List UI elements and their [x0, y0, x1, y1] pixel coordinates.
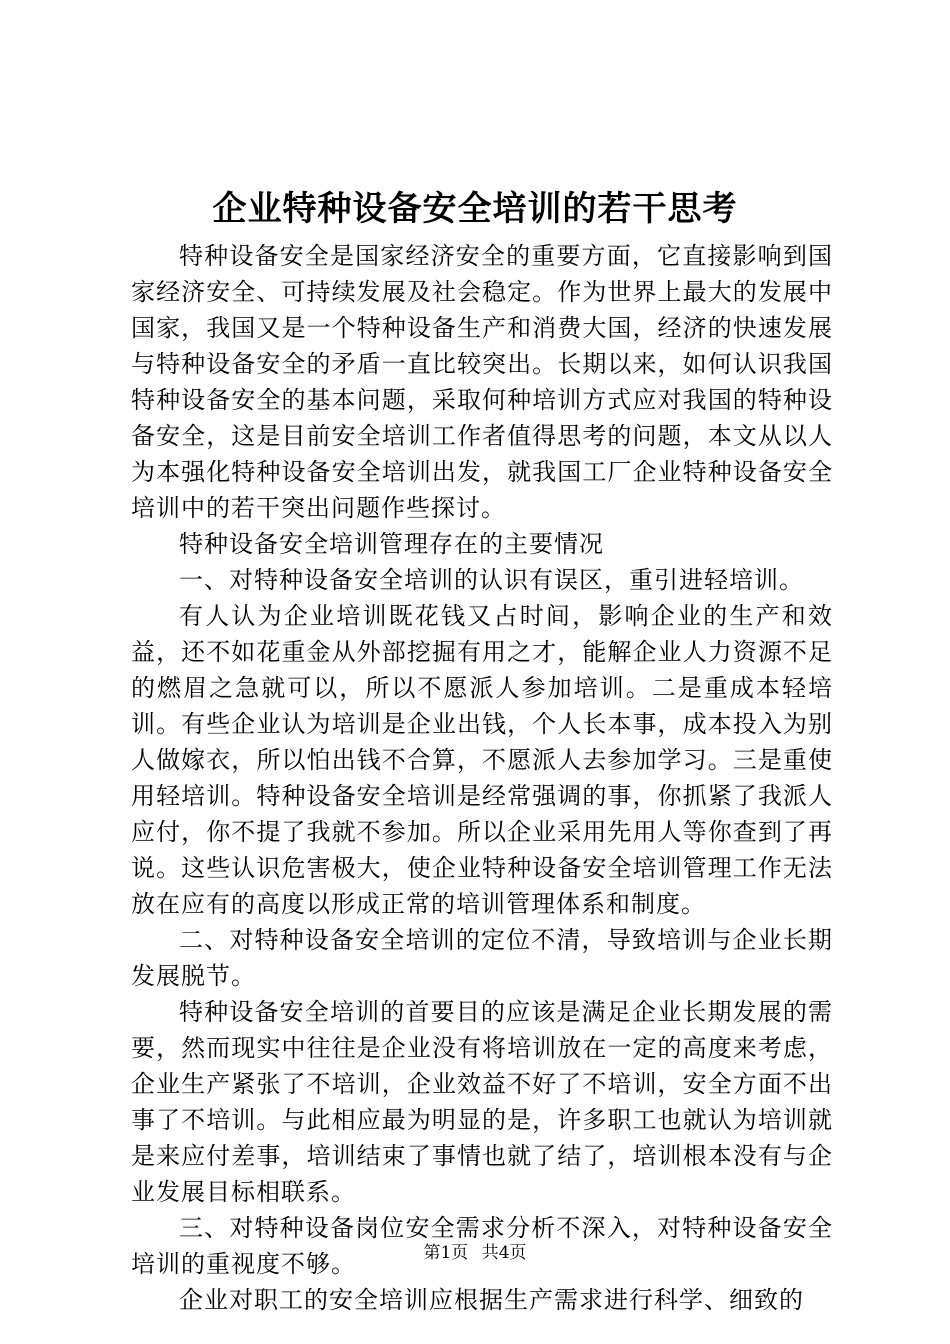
page-number: 第1页 [423, 1243, 469, 1263]
section-heading: 特种设备安全培训管理存在的主要情况 [179, 530, 604, 558]
subheading-2: 二、对特种设备安全培训的定位不清，导致培训与企业长期发展脱节。 [131, 926, 833, 990]
page-footer [0, 1241, 950, 1265]
subheading-3: 三、对特种设备岗位安全需求分析不深入，对特种设备安全培训的重视度不够。 [131, 1214, 833, 1278]
page-total: 共4页 [481, 1243, 527, 1263]
paragraph-2: 特种设备安全培训的首要目的应该是满足企业长期发展的需要，然而现实中往往是企业没有将培训放在一定的高度来考虑，企业生产紧张了不培训，企业效益不好了不培训，安全方面不出事了不培训。与此相应最为明显的是，许多职工也就认为培训就是来应付差事，培训结束了事情也就了结了，培训根本没有与企业发展目标相联系。 [131, 998, 833, 1206]
subheading-1: 一、对特种设备安全培训的认识有误区，重引进轻培训。 [179, 566, 804, 594]
document-body [131, 238, 833, 1318]
document-title: 企业特种设备安全培训的若干思考 [212, 189, 738, 229]
paragraph-3: 企业对职工的安全培训应根据生产需求进行科学、细致的 [179, 1286, 804, 1314]
paragraph-1: 有人认为企业培训既花钱又占时间，影响企业的生产和效益，还不如花重金从外部挖掘有用之才，能解企业人力资源不足的燃眉之急就可以，所以不愿派人参加培训。二是重成本轻培训。有些企业认为培训是企业出钱，个人长本事，成本投入为别人做嫁衣，所以怕出钱不合算，不愿派人去参加学习。三是重使用轻培训。特种设备安全培训是经常强调的事，你抓紧了我派人应付，你不提了我就不参加。所以企业采用先用人等你查到了再说。这些认识危害极大，使企业特种设备安全培训管理工作无法放在应有的高度以形成正常的培训管理体系和制度。 [131, 602, 833, 918]
paragraph-intro: 特种设备安全是国家经济安全的重要方面，它直接影响到国家经济安全、可持续发展及社会稳定。作为世界上最大的发展中国家，我国又是一个特种设备生产和消费大国，经济的快速发展与特种设备安全的矛盾一直比较突出。长期以来，如何认识我国特种设备安全的基本问题，采取何种培训方式应对我国的特种设备安全，这是目前安全培训工作者值得思考的问题，本文从以人为本强化特种设备安全培训出发，就我国工厂企业特种设备安全培训中的若干突出问题作些探讨。 [131, 242, 833, 522]
